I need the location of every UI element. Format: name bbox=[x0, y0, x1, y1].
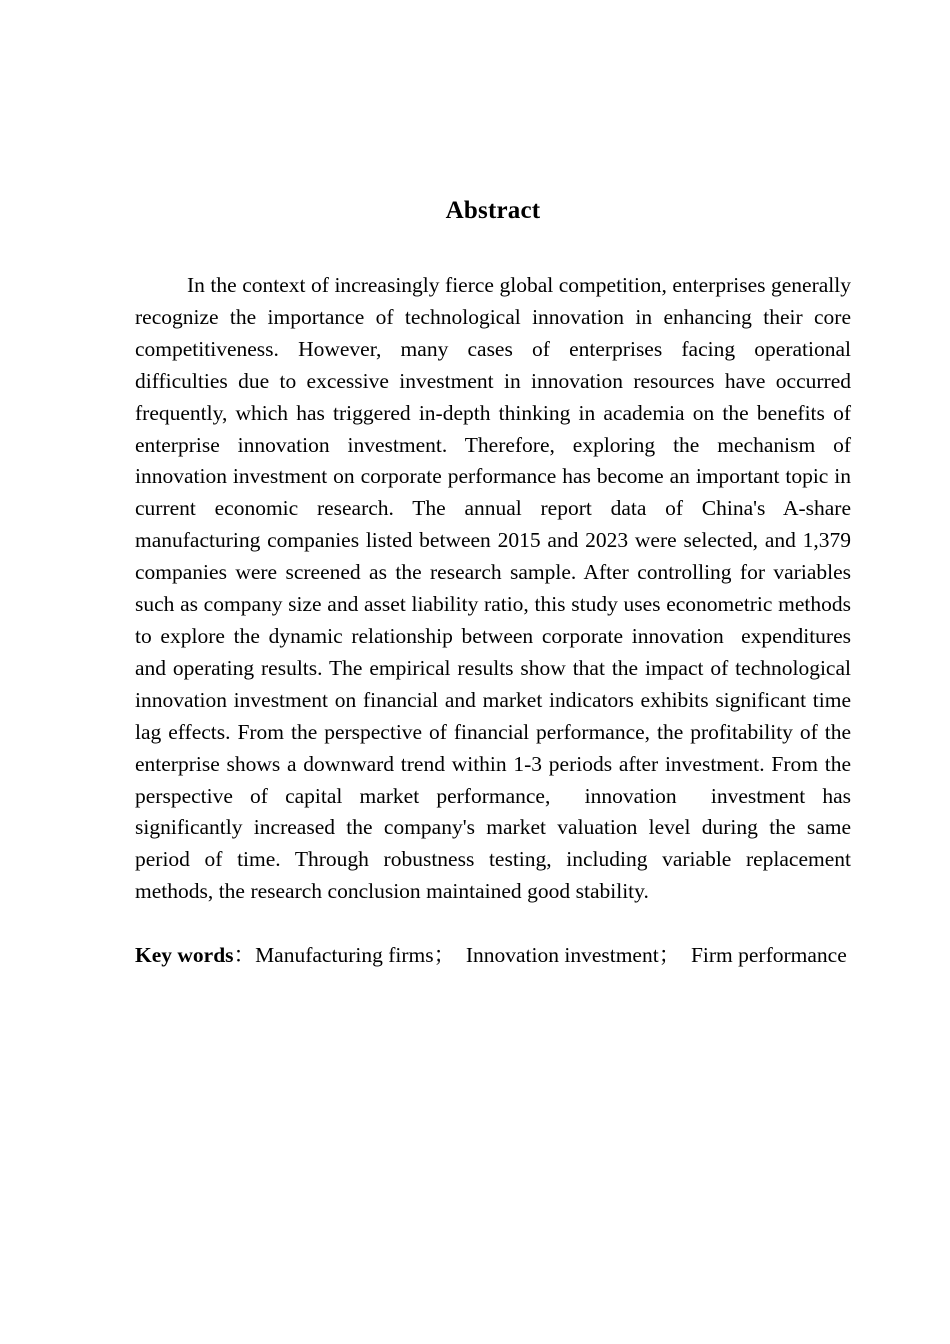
page-title: Abstract bbox=[445, 197, 541, 224]
keywords-values: Manufacturing firms； Innovation investment； Firm performance bbox=[255, 943, 847, 968]
abstract-paragraph: In the context of increasingly fierce global competition, enterprises generally recognize the importance of technological innovation in enhancing their core competitiveness. However, many cases of enterprises facing operational difficulties due to excessive investment in innovation resources have occurred frequently, which has triggered in-depth thinking in academia on the benefits of enterprise innovation investment. Therefore, exploring the mechanism of innovation investment on corporate performance has become an important topic in current economic research. The annual report data of China's A-share manufacturing companies listed between 2015 and 2023 were selected, and 1,379 companies were screened as the research sample. After controlling for variables such as company size and asset liability ratio, this study uses econometric methods to explore the dynamic relationship between corporate innovation expenditures and operating results. The empirical results show that the impact of technological innovation investment on financial and market indicators exhibits significant time lag effects. From the perspective of financial performance, the profitability of the enterprise shows a downward trend within 1-3 periods after investment. From the perspective of capital market performance, innovation investment has significantly increased the company's market valuation level during the same period of time. Through robustness testing, including variable replacement methods, the research conclusion maintained good stability. bbox=[135, 273, 857, 904]
keywords-label: Key words bbox=[135, 943, 234, 968]
keywords-colon: ： bbox=[233, 943, 256, 968]
keywords-line bbox=[135, 937, 851, 975]
document-body bbox=[135, 0, 857, 975]
